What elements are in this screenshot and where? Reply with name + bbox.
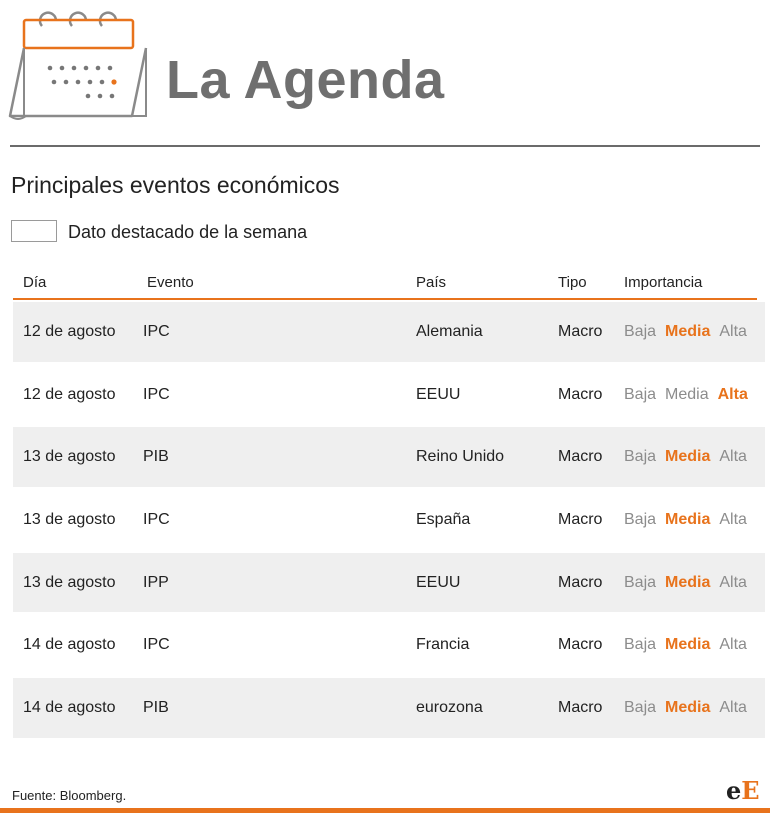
cell-tipo: Macro	[558, 636, 603, 654]
table-row	[13, 425, 757, 488]
column-header-importancia: Importancia	[624, 274, 703, 291]
publisher-logo	[726, 777, 760, 805]
cell-pais: eurozona	[406, 678, 552, 738]
cell-evento: IPC	[143, 385, 170, 403]
cell-pais: Alemania	[406, 302, 552, 362]
cell-importancia	[616, 553, 765, 613]
section-subtitle: Principales eventos económicos	[11, 172, 340, 198]
cell-pais: España	[416, 510, 471, 528]
importance-level-alta: Alta	[719, 322, 747, 340]
cell-importancia	[616, 302, 765, 362]
cell-pais: Francia	[416, 636, 470, 654]
cell-importancia	[616, 615, 765, 675]
table-body	[13, 300, 757, 739]
cell-dia: 13 de agosto	[23, 510, 116, 528]
cell-pais: EEUU	[416, 385, 461, 403]
cell-dia: 12 de agosto	[13, 302, 140, 362]
header-divider	[10, 145, 760, 147]
importance-level-baja: Baja	[624, 573, 657, 591]
importance-level-baja: Baja	[624, 636, 657, 654]
footer-accent-bar	[0, 808, 770, 813]
column-header-tipo: Tipo	[558, 274, 587, 291]
importance-level-media: Media	[665, 448, 711, 466]
cell-dia: 13 de agosto	[13, 427, 140, 487]
cell-evento: IPC	[143, 510, 170, 528]
table-row	[13, 300, 757, 363]
cell-importancia	[616, 365, 765, 425]
cell-evento: IPC	[133, 302, 411, 362]
cell-tipo: Macro	[547, 427, 621, 487]
cell-dia: 14 de agosto	[13, 678, 140, 738]
cell-evento: PIB	[133, 427, 411, 487]
cell-evento: PIB	[133, 678, 411, 738]
cell-tipo: Macro	[547, 302, 621, 362]
cell-importancia	[616, 678, 765, 738]
importance-level-baja: Baja	[624, 322, 657, 340]
importance-level-media: Media	[665, 573, 711, 591]
calendar-icon	[8, 8, 152, 124]
page-title: La Agenda	[166, 50, 445, 110]
legend-swatch	[11, 220, 57, 242]
cell-tipo: Macro	[547, 553, 621, 613]
column-header-dia: Día	[23, 274, 47, 291]
source-note: Fuente: Bloomberg.	[12, 788, 127, 803]
importance-level-media: Media	[665, 636, 711, 654]
importance-level-media: Media	[665, 510, 711, 528]
importance-level-alta: Alta	[719, 448, 747, 466]
table-row	[13, 488, 757, 551]
cell-pais: EEUU	[406, 553, 552, 613]
column-header-evento: Evento	[147, 274, 194, 291]
importance-level-baja: Baja	[624, 510, 657, 528]
events-table	[13, 266, 757, 739]
column-header-pais: País	[416, 274, 447, 291]
cell-importancia	[616, 490, 765, 550]
table-row	[13, 613, 757, 676]
importance-level-media: Media	[665, 385, 709, 403]
cell-tipo: Macro	[558, 510, 603, 528]
importance-level-alta: Alta	[719, 573, 747, 591]
importance-level-media: Media	[665, 322, 711, 340]
importance-level-alta: Alta	[717, 385, 748, 403]
cell-dia: 14 de agosto	[23, 636, 116, 654]
legend-label: Dato destacado de la semana	[68, 222, 308, 242]
importance-level-media: Media	[665, 698, 711, 716]
cell-dia: 12 de agosto	[23, 385, 116, 403]
table-header	[13, 266, 757, 300]
importance-level-baja: Baja	[624, 698, 657, 716]
importance-level-alta: Alta	[719, 636, 747, 654]
table-row	[13, 676, 757, 739]
logo-letter-E: E	[741, 776, 760, 805]
cell-evento: IPC	[143, 636, 170, 654]
cell-tipo: Macro	[558, 385, 603, 403]
importance-level-alta: Alta	[719, 698, 747, 716]
table-row	[13, 363, 757, 426]
header	[0, 0, 770, 146]
cell-pais: Reino Unido	[406, 427, 552, 487]
importance-level-alta: Alta	[719, 510, 747, 528]
logo-letter-e: e	[726, 776, 742, 805]
cell-importancia	[616, 427, 765, 487]
cell-dia: 13 de agosto	[13, 553, 140, 613]
cell-tipo: Macro	[547, 678, 621, 738]
table-row	[13, 551, 757, 614]
cell-evento: IPP	[133, 553, 411, 613]
importance-level-baja: Baja	[624, 385, 657, 403]
importance-level-baja: Baja	[624, 448, 657, 466]
